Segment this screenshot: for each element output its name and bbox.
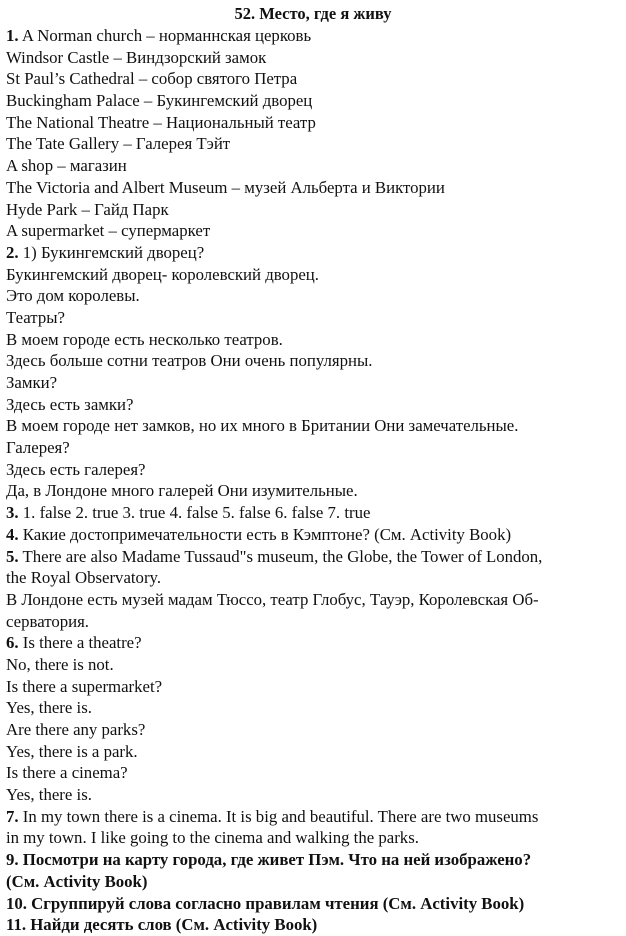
text-line [6, 112, 622, 134]
line-text: Is there a cinema? [6, 763, 128, 783]
text-line [6, 415, 622, 437]
line-text: Yes, there is a park. [6, 741, 138, 761]
text-line [6, 372, 622, 394]
text-line [6, 25, 622, 47]
text-line [6, 589, 622, 611]
text-line [6, 307, 622, 329]
line-text: Да, в Лондоне много галерей Они изумительные. [6, 481, 358, 501]
line-text: Hyde Park – Гайд Парк [6, 199, 169, 219]
line-text: В Лондоне есть музей мадам Тюссо, театр Глобус, Тауэр, Королевская Об- [6, 589, 539, 609]
line-text: A shop – магазин [6, 156, 127, 176]
exercise-number: 7. [6, 806, 19, 826]
line-text: The National Theatre – Национальный театр [6, 112, 316, 132]
text-line [6, 893, 622, 915]
text-line [6, 784, 622, 806]
text-line [6, 632, 622, 654]
text-line [6, 741, 622, 763]
text-line [6, 285, 622, 307]
line-text: Сгруппируй слова согласно правилам чтения (См. Activity Book) [26, 893, 525, 913]
text-line [6, 524, 622, 546]
text-line [6, 177, 622, 199]
line-text: the Royal Observatory. [6, 568, 162, 588]
line-text: В моем городе нет замков, но их много в Британии Они замечательные. [6, 416, 519, 436]
text-line [6, 242, 622, 264]
line-text: 1. false 2. true 3. true 4. false 5. false 6. false 7. true [18, 503, 371, 523]
text-line [6, 502, 622, 524]
line-text: There are also Madame Tussaud"s museum, the Globe, the Tower of London, [18, 546, 543, 566]
text-line [6, 849, 622, 871]
text-line [6, 914, 622, 936]
line-text: Is there a supermarket? [6, 676, 163, 696]
exercise-number: 11. [6, 915, 27, 935]
text-line [6, 827, 622, 849]
exercise-number: 5. [6, 546, 19, 566]
line-text: Are there any parks? [6, 720, 146, 739]
text-line [6, 394, 622, 416]
line-text: 1) Букингемский дворец? [18, 242, 205, 262]
text-line [6, 199, 622, 221]
line-text: Buckingham Palace – Букингемский дворец [6, 91, 313, 111]
line-text: A Norman church – норманнская церковь [18, 26, 312, 45]
exercise-number: 4. [6, 524, 19, 544]
text-line [6, 871, 622, 893]
text-line [6, 676, 622, 698]
exercise-number: 3. [6, 503, 19, 523]
text-line [6, 155, 622, 177]
line-text: A supermarket – супермаркет [6, 221, 211, 241]
text-line [6, 133, 622, 155]
line-text: серватория. [6, 611, 89, 631]
line-text: Галерея? [6, 438, 70, 458]
line-text: (См. Activity Book) [6, 871, 148, 891]
line-text: Yes, there is. [6, 785, 92, 805]
line-text: No, there is not. [6, 654, 114, 674]
line-text: Здесь есть замки? [6, 394, 134, 414]
line-text: The Victoria and Albert Museum – музей Альберта и Виктории [6, 177, 445, 197]
line-text: Здесь больше сотни театров Они очень популярны. [6, 351, 373, 371]
text-line [6, 762, 622, 784]
text-line [6, 546, 622, 568]
text-line [6, 480, 622, 502]
exercise-number: 9. [6, 850, 19, 870]
text-line [6, 90, 622, 112]
text-line [6, 719, 622, 741]
line-text: Какие достопримечательности есть в Кэмптоне? (См. Activity Book) [18, 524, 512, 544]
line-text: The Tate Gallery – Галерея Тэйт [6, 134, 231, 154]
line-text: Найди десять слов (См. Activity Book) [26, 915, 318, 935]
exercise-number: 10. [6, 893, 27, 913]
line-text: St Paul’s Cathedral – собор святого Петра [6, 69, 298, 89]
line-text: Это дом королевы. [6, 286, 140, 306]
line-text: Посмотри на карту города, где живет Пэм. Что на ней изображено? [18, 850, 532, 870]
text-line [6, 329, 622, 351]
text-line [6, 611, 622, 633]
text-line [6, 697, 622, 719]
line-text: Театры? [6, 307, 65, 327]
line-text: Здесь есть галерея? [6, 459, 146, 479]
text-line [6, 68, 622, 90]
line-text: Yes, there is. [6, 698, 92, 718]
text-line [6, 654, 622, 676]
text-line [6, 264, 622, 286]
line-text: in my town. I like going to the cinema and walking the parks. [6, 828, 419, 848]
text-line [6, 220, 622, 242]
text-line [6, 437, 622, 459]
text-line [6, 806, 622, 828]
exercise-number: 2. [6, 242, 19, 262]
exercise-number: 6. [6, 633, 19, 653]
line-text: Is there a theatre? [18, 633, 142, 653]
line-text: Windsor Castle – Виндзорский замок [6, 47, 267, 67]
text-line [6, 567, 622, 589]
exercise-number: 1. [6, 26, 19, 45]
text-line [6, 350, 622, 372]
text-body [6, 25, 622, 936]
text-line [6, 459, 622, 481]
line-text: В моем городе есть несколько театров. [6, 329, 283, 349]
line-text: Замки? [6, 373, 58, 392]
line-text: Букингемский дворец- королевский дворец. [6, 264, 319, 284]
line-text: In my town there is a cinema. It is big and beautiful. There are two museums [18, 806, 539, 826]
page-title: 52. Место, где я живу [234, 4, 392, 23]
text-line [6, 47, 622, 69]
